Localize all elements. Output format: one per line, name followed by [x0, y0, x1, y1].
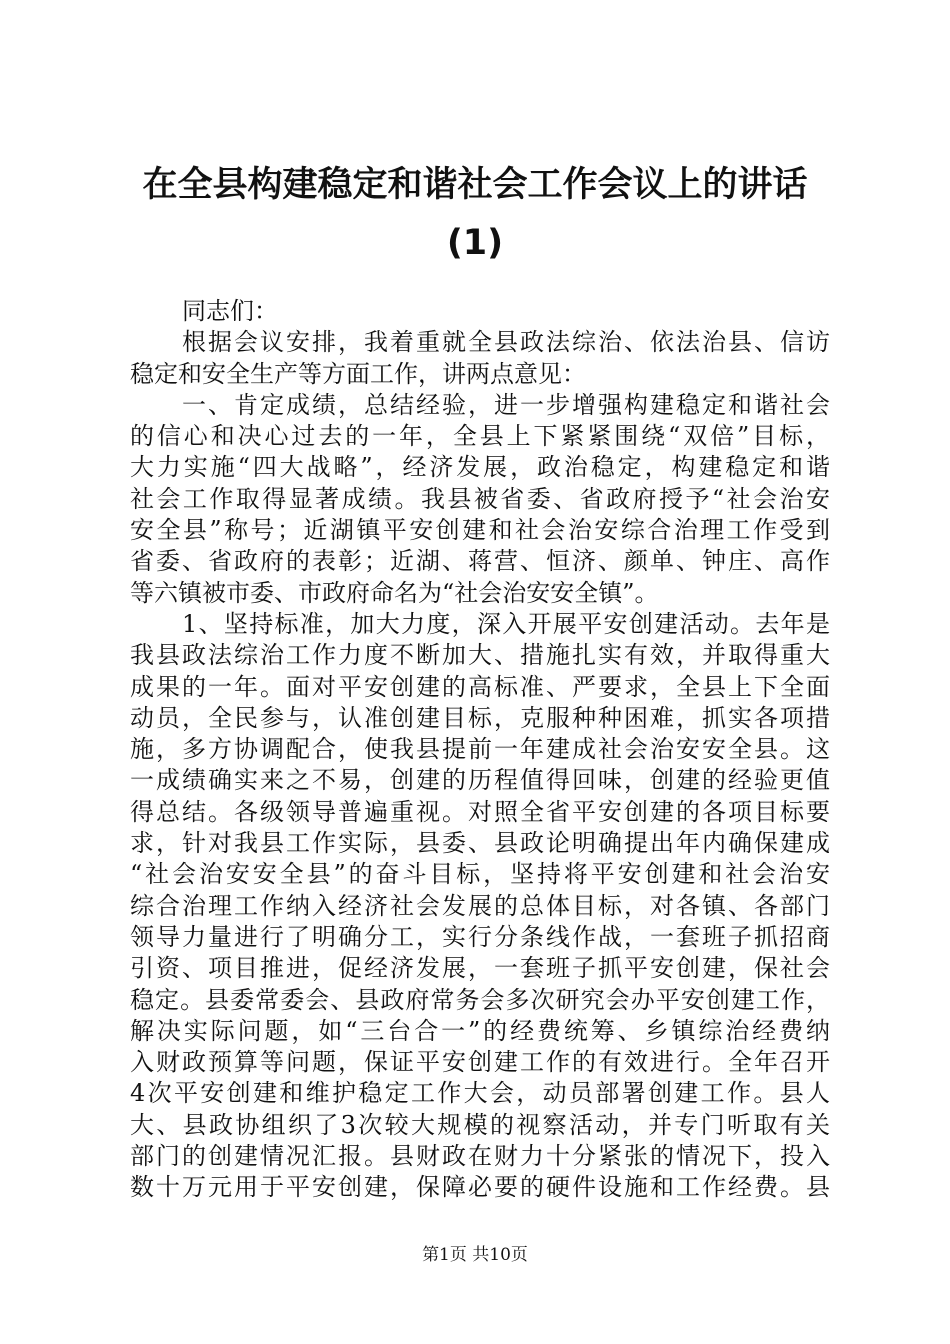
- body-line: 根据会议安排，我着重就全县政法综治、依法治县、信访: [182, 328, 830, 357]
- body-line: 动员，全民参与，认准创建目标，克服种种困难，抓实各项措: [130, 703, 830, 732]
- body-line: 综合治理工作纳入经济社会发展的总体目标，对各镇、各部门: [130, 891, 830, 920]
- body-line: 引资、项目推进，促经济发展，一套班子抓平安创建，保社会: [130, 954, 830, 983]
- document-title-line-1: 在全县构建稳定和谐社会工作会议上的讲话: [142, 165, 808, 205]
- body-line: “社会治安安全县”的奋斗目标，坚持将平安创建和社会治安: [130, 860, 830, 889]
- body-line: 安全县”称号；近湖镇平安创建和社会治安综合治理工作受到: [130, 516, 830, 545]
- body-line: 等六镇被市委、市政府命名为“社会治安安全镇”。: [130, 578, 659, 607]
- body-line: 入财政预算等问题，保证平安创建工作的有效进行。全年召开: [130, 1048, 830, 1077]
- body-line: 省委、省政府的表彰；近湖、蒋营、恒济、颜单、钟庄、高作: [130, 547, 830, 576]
- body-line: 大力实施“四大战略”，经济发展，政治稳定，构建稳定和谐: [130, 453, 830, 482]
- body-line: 施，多方协调配合，使我县提前一年建成社会治安安全县。这: [130, 735, 830, 764]
- body-line: 数十万元用于平安创建，保障必要的硬件设施和工作经费。县: [130, 1173, 830, 1202]
- document-title-line-2: (1): [446, 223, 504, 263]
- body-line: 领导力量进行了明确分工，实行分条线作战，一套班子抓招商: [130, 922, 830, 951]
- body-line: 解决实际问题，如“三台合一”的经费统筹、乡镇综治经费纳: [130, 1016, 830, 1045]
- document-body: [130, 296, 830, 1204]
- body-line: 大、县政协组织了3次较大规模的视察活动，并专门听取有关: [130, 1110, 830, 1139]
- body-line: 我县政法综治工作力度不断加大、措施扎实有效，并取得重大: [130, 641, 830, 670]
- body-line: 一成绩确实来之不易，创建的历程值得回味，创建的经验更值: [130, 766, 830, 795]
- body-line: 一、肯定成绩，总结经验，进一步增强构建稳定和谐社会: [182, 390, 830, 419]
- body-line: 成果的一年。面对平安创建的高标准、严要求，全县上下全面: [130, 672, 830, 701]
- body-line: 同志们：: [182, 297, 278, 325]
- body-line: 社会工作取得显著成绩。我县被省委、省政府授予“社会治安: [130, 484, 830, 513]
- body-line: 求，针对我县工作实际，县委、县政论明确提出年内确保建成: [130, 829, 830, 858]
- body-line: 部门的创建情况汇报。县财政在财力十分紧张的情况下，投入: [130, 1142, 830, 1171]
- body-line: 稳定和安全生产等方面工作，讲两点意见：: [130, 359, 586, 388]
- body-line: 得总结。各级领导普遍重视。对照全省平安创建的各项目标要: [130, 797, 830, 826]
- body-line: 1、坚持标准，加大力度，深入开展平安创建活动。去年是: [182, 609, 830, 638]
- body-line: 的信心和决心过去的一年，全县上下紧紧围绕“双倍”目标，: [130, 422, 830, 451]
- page-footer: 第1页 共10页: [422, 1245, 528, 1265]
- body-line: 稳定。县委常委会、县政府常务会多次研究会办平安创建工作，: [130, 985, 830, 1014]
- body-line: 4次平安创建和维护稳定工作大会，动员部署创建工作。县人: [130, 1079, 830, 1108]
